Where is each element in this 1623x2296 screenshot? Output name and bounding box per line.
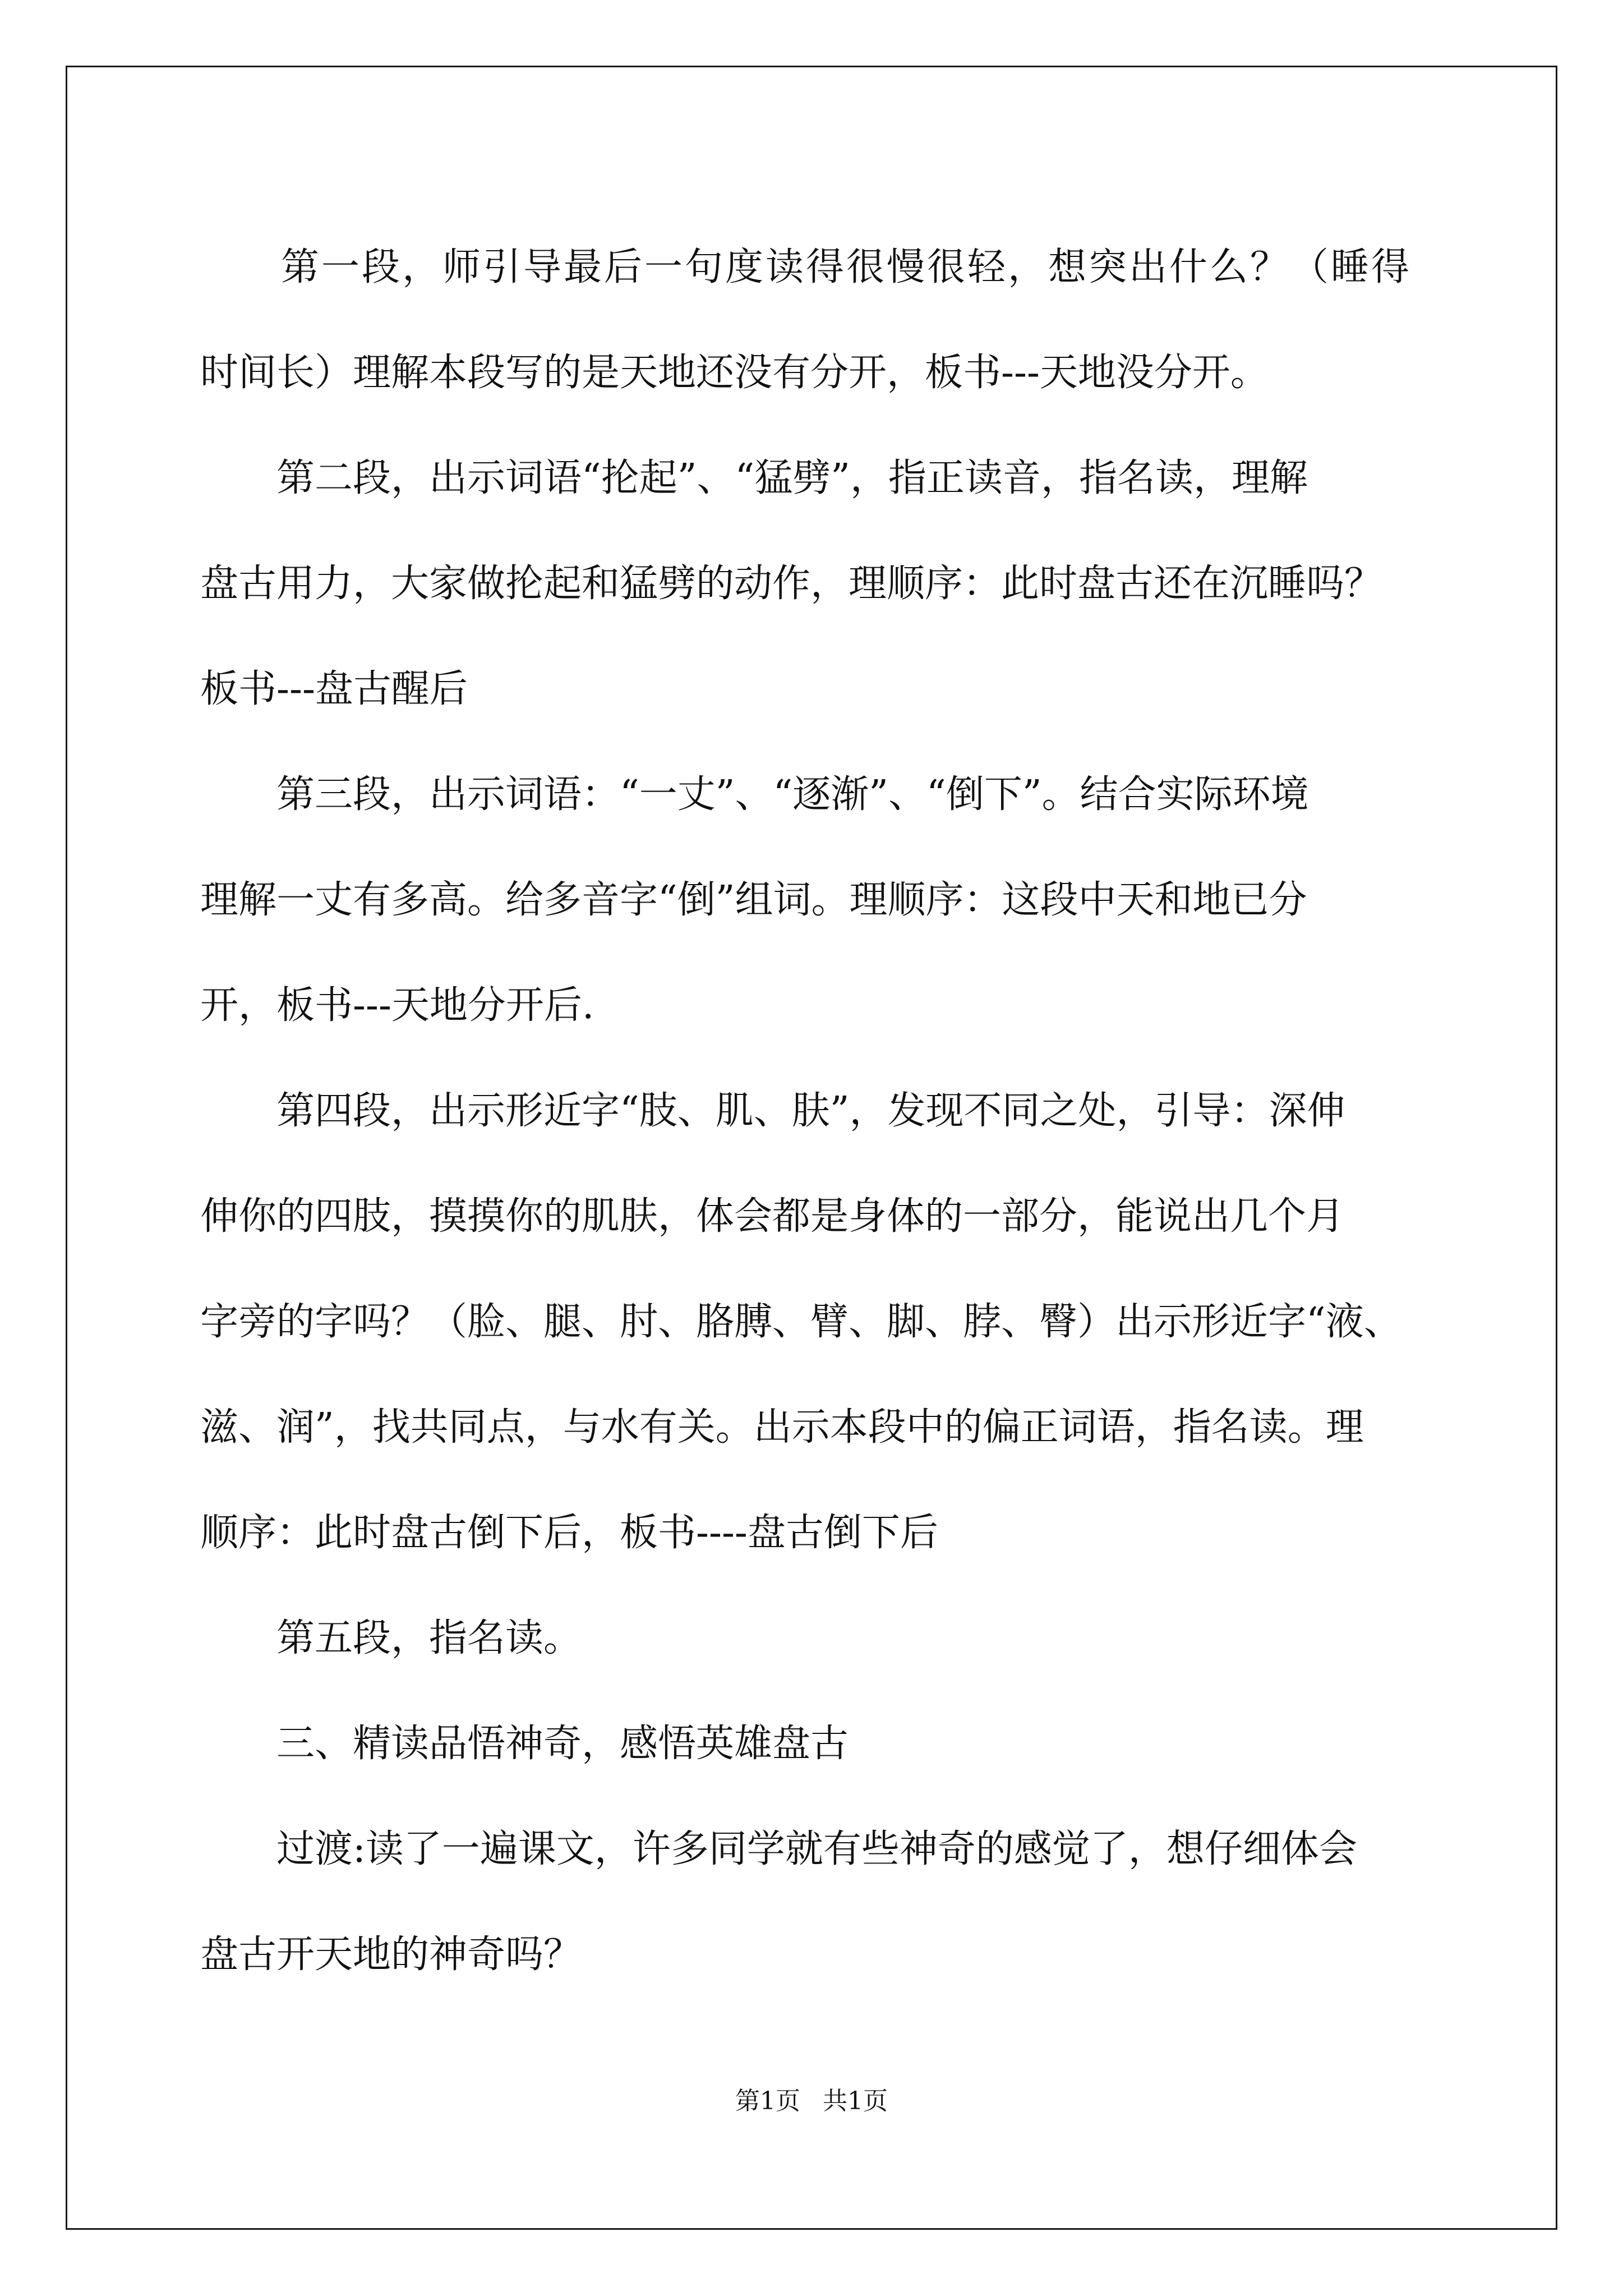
page-total: 共1页 [823, 2087, 888, 2115]
text-line: 滋、润”，找共同点，与水有关。出示本段中的偏正词语，指名读。理 [200, 1405, 1364, 1450]
text-line: 理解一丈有多高。给多音字“倒”组词。理顺序：这段中天和地已分 [200, 878, 1307, 922]
text-line: 盘古用力，大家做抡起和猛劈的动作，理顺序：此时盘古还在沉睡吗？ [200, 562, 1383, 606]
page-footer [0, 2085, 1623, 2118]
text-line: 三、精读品悟神奇，感悟英雄盘古 [200, 1722, 849, 1766]
text-line: 第三段，出示词语：“一丈”、“逐渐”、“倒下”。结合实际环境 [200, 772, 1309, 817]
text-line: 第二段，出示词语“抡起”、“猛劈”，指正读音，指名读，理解 [200, 456, 1308, 500]
text-line: 伸你的四肢，摸摸你的肌肤，体会都是身体的一部分，能说出几个月 [200, 1194, 1345, 1239]
text-line: 顺序：此时盘古倒下后，板书----盘古倒下后 [200, 1511, 938, 1555]
text-line: 第一段，师引导最后一句度读得很慢很轻，想突出什么？（睡得 [200, 245, 1412, 289]
page-number: 第1页 [735, 2087, 800, 2115]
document-body [200, 215, 1428, 2008]
text-line: 字旁的字吗？（脸、腿、肘、胳膊、臂、脚、脖、臀）出示形近字“液、 [200, 1300, 1402, 1344]
text-line: 板书---盘古醒后 [200, 667, 468, 711]
text-line: 开，板书---天地分开后. [200, 983, 594, 1028]
text-line: 第四段，出示形近字“肢、肌、肤”，发现不同之处，引导：深伸 [200, 1089, 1345, 1133]
text-line: 盘古开天地的神奇吗？ [200, 1932, 582, 1977]
text-line: 第五段，指名读。 [200, 1616, 582, 1660]
text-line: 过渡:读了一遍课文，许多同学就有些神奇的感觉了，想仔细体会 [200, 1827, 1357, 1871]
text-line: 时间长）理解本段写的是天地还没有分开，板书---天地没分开。 [200, 351, 1269, 395]
